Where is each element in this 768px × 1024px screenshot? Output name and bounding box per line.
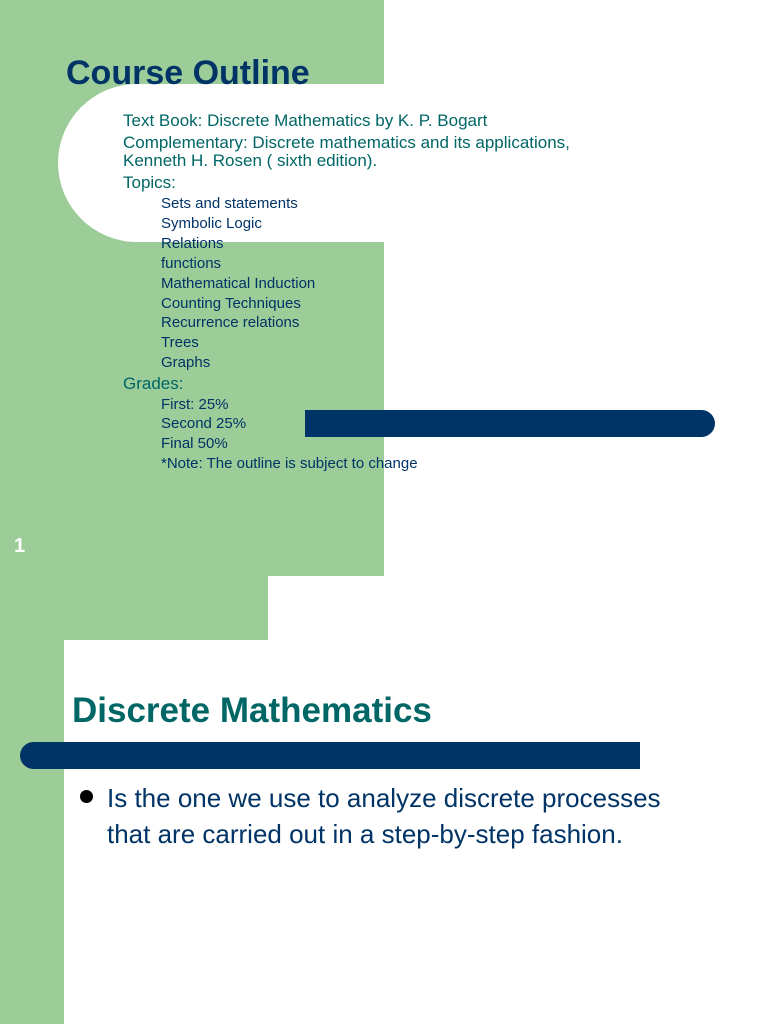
slide-number: 1 [14,535,26,557]
textbook-line: Text Book: Discrete Mathematics by K. P. Bogart [123,111,488,130]
topic-item: Recurrence relations [161,314,300,331]
slide2-title: Discrete Mathematics [72,691,432,730]
topics-label: Topics: [123,173,176,192]
topic-item: Sets and statements [161,195,298,212]
outline-note: *Note: The outline is subject to change [161,455,418,472]
topic-item: Symbolic Logic [161,215,262,232]
slide2-navy-bar [20,742,640,769]
slide1-navy-bar [305,410,715,437]
topic-item: Mathematical Induction [161,275,316,292]
complementary-line-2: Kenneth H. Rosen ( sixth edition). [123,151,378,170]
topic-item: Counting Techniques [161,295,301,312]
topic-item: functions [161,255,222,272]
grades-label: Grades: [123,374,184,393]
bullet-dot-icon [80,790,93,803]
topic-item: Trees [161,334,199,351]
slide1-title: Course Outline [66,54,310,92]
slide2-green-top-band [0,576,268,640]
topic-item: Relations [161,235,224,252]
complementary-line-1: Complementary: Discrete mathematics and its applications, [123,133,570,152]
topic-item: Graphs [161,354,211,371]
grade-item: Final 50% [161,435,228,452]
slide2-green-left-band [0,640,64,1024]
grade-item: Second 25% [161,415,247,432]
slide2-bullet-text: Is the one we use to analyze discrete processes that are carried out in a step-by-step fashion. [107,783,661,849]
grade-item: First: 25% [161,396,229,413]
